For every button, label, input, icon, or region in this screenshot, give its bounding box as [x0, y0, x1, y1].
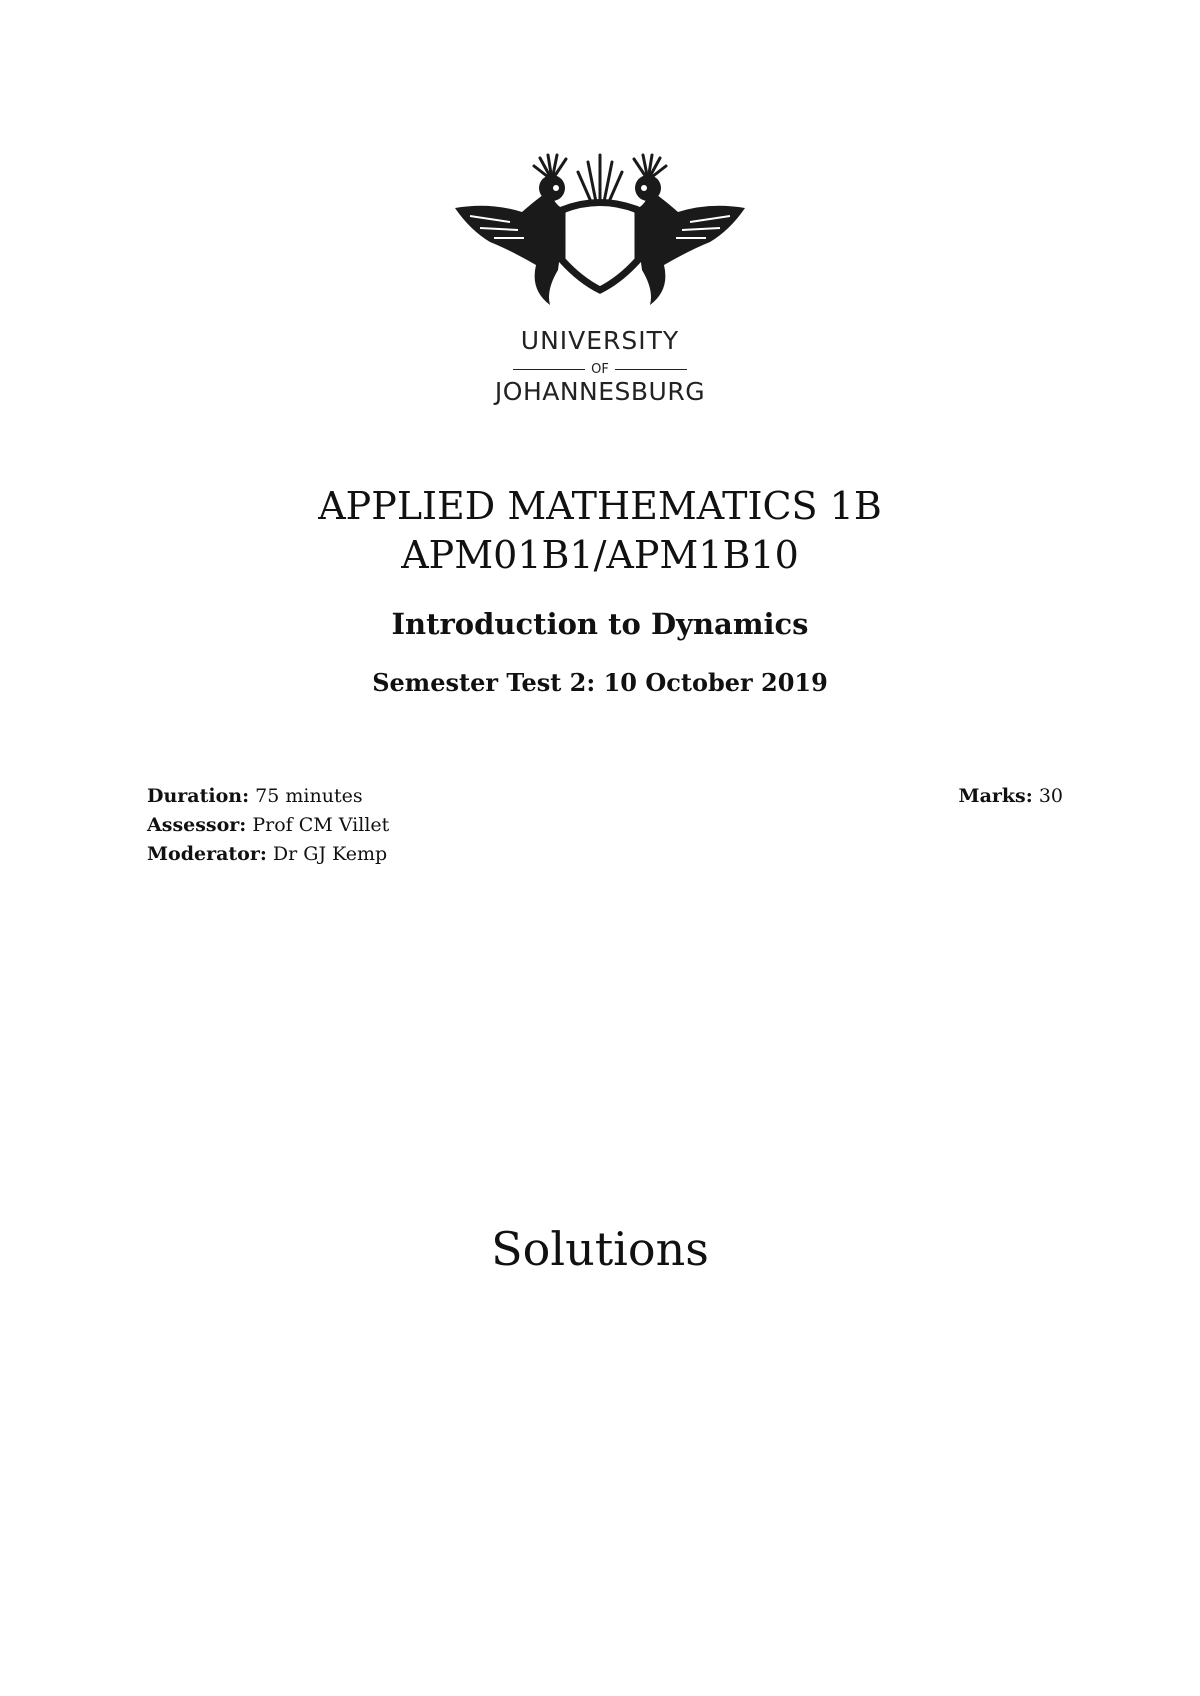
marks-line	[959, 785, 1063, 807]
marks-value: 30	[1038, 785, 1063, 807]
assessor-value: Prof CM Villet	[252, 814, 390, 836]
moderator-value: Dr GJ Kemp	[272, 843, 388, 865]
university-crest-icon	[450, 150, 750, 320]
university-logo	[0, 150, 1200, 320]
moderator-line	[147, 843, 387, 865]
test-info: Semester Test 2: 10 October 2019	[372, 668, 828, 697]
logo-university-text: UNIVERSITY	[520, 326, 680, 355]
duration-value: 75 minutes	[255, 785, 363, 807]
logo-rule-right	[615, 369, 687, 370]
logo-of-text	[0, 362, 1200, 377]
solutions-heading: Solutions	[491, 1222, 709, 1276]
marks-label: Marks:	[958, 785, 1033, 807]
moderator-label: Moderator:	[147, 843, 267, 865]
duration-label: Duration:	[147, 785, 250, 807]
assessor-label: Assessor:	[147, 814, 247, 836]
logo-rule-left	[513, 369, 585, 370]
course-code: APM01B1/APM1B10	[401, 533, 799, 577]
logo-of-label: OF	[591, 362, 609, 377]
duration-line	[147, 785, 363, 807]
course-title: APPLIED MATHEMATICS 1B	[318, 484, 882, 528]
assessor-line	[147, 814, 389, 836]
module-subtitle: Introduction to Dynamics	[391, 607, 809, 641]
logo-johannesburg-text: JOHANNESBURG	[494, 377, 706, 406]
